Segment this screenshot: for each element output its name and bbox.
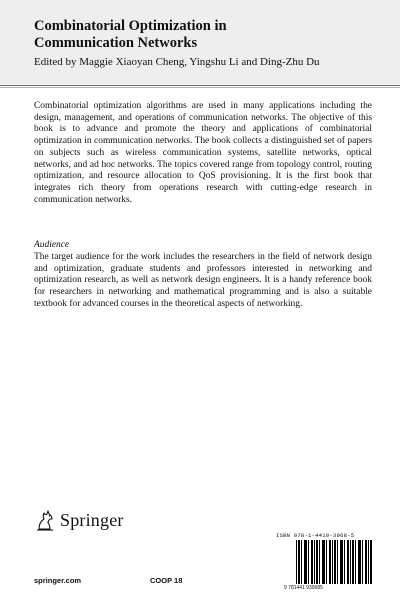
barcode-digits: 9 781441 939685 — [284, 585, 323, 591]
audience-heading: Audience — [34, 240, 70, 250]
publisher-logo — [34, 508, 124, 532]
barcode — [296, 540, 372, 584]
divider-light — [0, 87, 400, 88]
publisher-name: Springer — [60, 509, 124, 530]
series-code: COOP 18 — [150, 576, 183, 585]
publisher-url: springer.com — [34, 576, 82, 585]
book-editors: Edited by Maggie Xiaoyan Cheng, Yingshu Li and Ding-Zhu Du — [34, 56, 320, 68]
isbn-barcode-block — [276, 532, 372, 592]
description-paragraph: Combinatorial optimization algorithms are used in many applications including the design, management, and operations of communication networks. The objective of this book is to advance and promote the theory and applications of combinatorial optimization in communication networks. The book collects a distinguished set of papers on subjects such as wireless communication systems, satellite networks, optical networks, and ad hoc networks. The topics covered range from topology control, routing optimization, and resource allocation to QoS provisioning. It is the first book that integrates rich theory from operations research with cutting-edge research in communication networks. — [34, 101, 372, 205]
book-title-line-1: Combinatorial Optimization in — [34, 18, 227, 34]
description-text — [34, 101, 372, 206]
springer-horse-icon — [34, 508, 56, 532]
divider-dark — [0, 85, 400, 86]
isbn-number: ISBN 978-1-4419-3968-5 — [276, 532, 355, 539]
audience-text: The target audience for the work includes the researchers in the field of network design and optimization, graduate students and professors interested in networking and optimization research, as well as network design engineers. It is a handy reference book for researchers in networking and mathematical programming and is also a suitable textbook for advanced courses in the theoretical aspects of networking. — [34, 252, 372, 309]
book-title — [34, 18, 374, 51]
book-title-line-2: Communication Networks — [34, 34, 198, 51]
